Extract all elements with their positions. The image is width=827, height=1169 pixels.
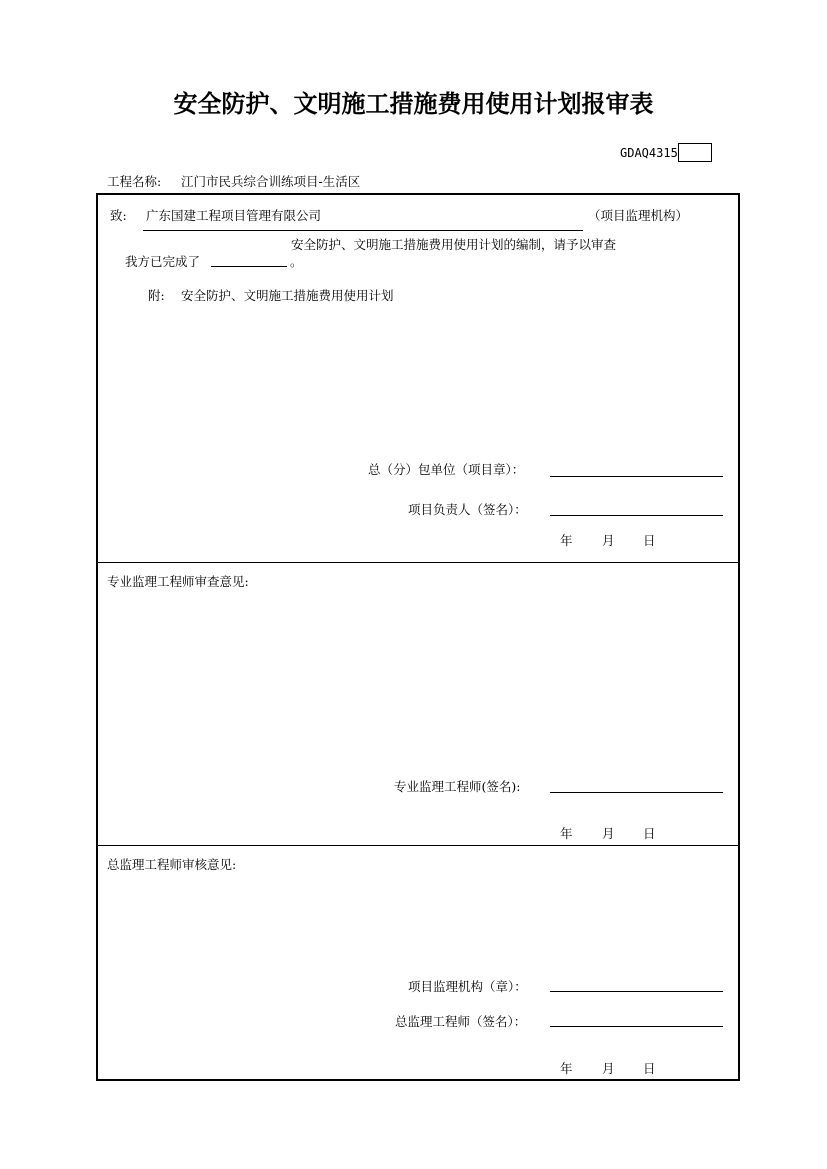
project-name-value: 江门市民兵综合训练项目-生活区 [181, 174, 361, 189]
date-month: 月 [602, 1061, 615, 1076]
recipient-underline [143, 230, 583, 231]
section-divider-1 [96, 562, 740, 563]
date-day: 日 [643, 826, 656, 841]
project-manager-label: 项目负责人（签名）： [408, 502, 527, 517]
recipient-suffix: （项目监理机构） [588, 208, 689, 223]
contractor-seal-label: 总（分）包单位（项目章）： [368, 462, 525, 477]
date-month: 月 [602, 533, 615, 548]
date-day: 日 [643, 533, 656, 548]
supervision-org-seal-line[interactable] [550, 991, 723, 992]
supervisor-signature-label: 专业监理工程师(签名): [394, 779, 521, 794]
attachment-label: 附: [148, 288, 165, 303]
supervisor-signature-line[interactable] [550, 792, 723, 793]
statement-text: 安全防护、文明施工措施费用使用计划的编制，请予以审查 [291, 237, 617, 252]
section-divider-2 [96, 845, 740, 846]
contractor-seal-line[interactable] [550, 476, 723, 477]
form-code-number-field[interactable] [678, 143, 712, 162]
statement-end: 。 [290, 254, 303, 269]
date-year: 年 [560, 533, 573, 548]
form-frame [96, 193, 740, 1081]
supervisor-review-heading: 专业监理工程师审查意见: [107, 574, 249, 589]
chief-signature-line[interactable] [550, 1026, 723, 1027]
date-year: 年 [560, 826, 573, 841]
project-manager-signature-line[interactable] [550, 515, 723, 516]
supervision-org-seal-label: 项目监理机构（章）： [408, 979, 527, 994]
to-recipient: 广东国建工程项目管理有限公司 [146, 208, 322, 223]
attachment-value: 安全防护、文明施工措施费用使用计划 [181, 288, 394, 303]
to-label: 致: [110, 208, 127, 223]
chief-review-heading: 总监理工程师审核意见: [107, 857, 237, 872]
statement-prefix: 我方已完成了 [125, 254, 201, 269]
form-code: GDAQ4315 [620, 146, 678, 160]
project-name-label: 工程名称: [107, 174, 162, 189]
page-title: 安全防护、文明施工措施费用使用计划报审表 [173, 90, 654, 118]
date-month: 月 [602, 826, 615, 841]
completion-blank[interactable] [211, 266, 287, 267]
date-year: 年 [560, 1061, 573, 1076]
chief-signature-label: 总监理工程师（签名）： [395, 1014, 527, 1029]
date-day: 日 [643, 1061, 656, 1076]
